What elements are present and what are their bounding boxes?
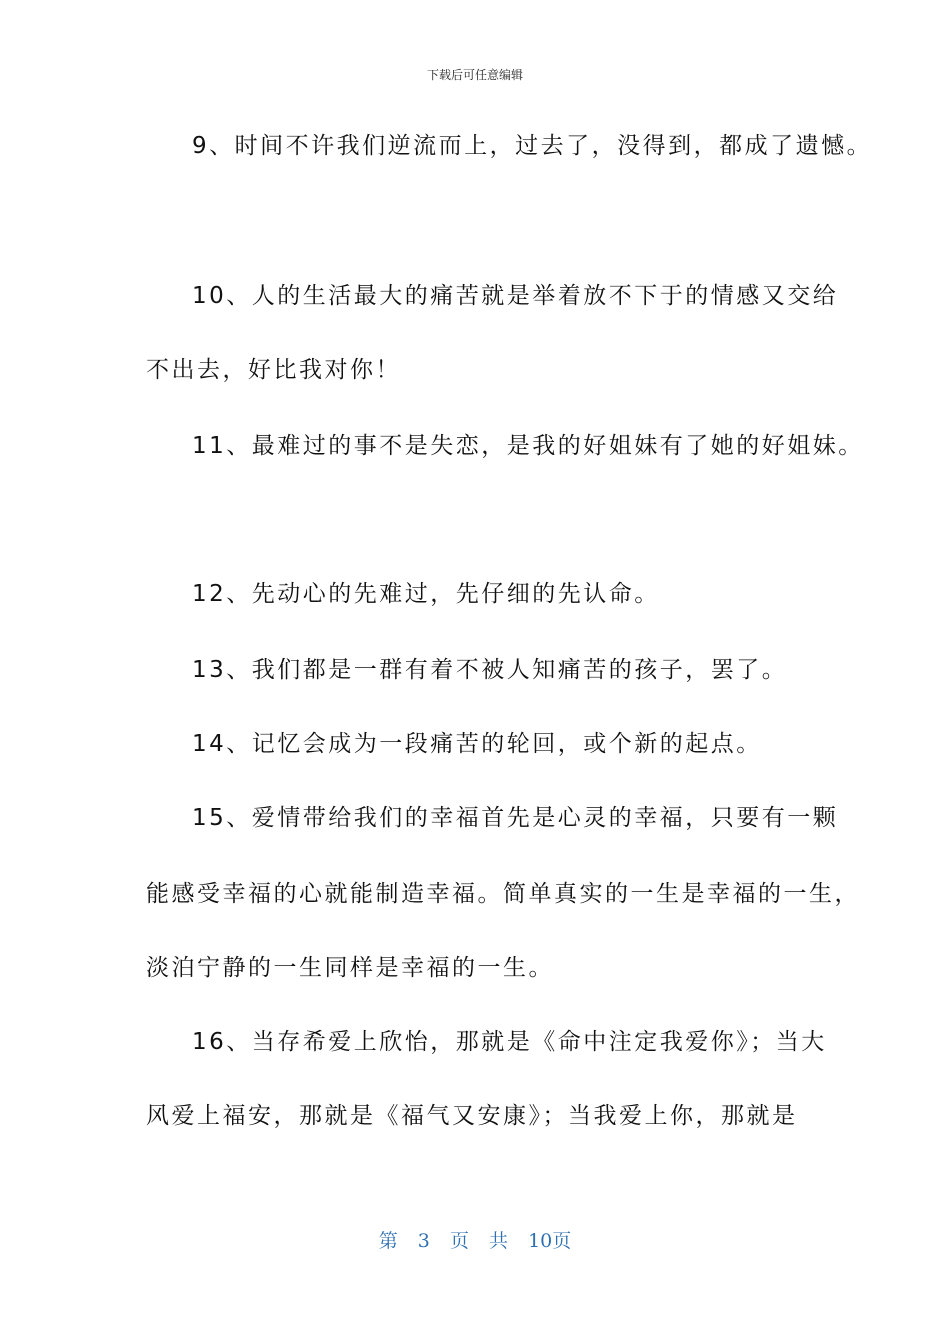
paragraph-line: 15、爱情带给我们的幸福首先是心灵的幸福，只要有一颗 xyxy=(192,805,839,831)
page-footer xyxy=(0,1226,950,1253)
paragraph-line: 14、记忆会成为一段痛苦的轮回，或个新的起点。 xyxy=(192,731,762,757)
paragraph-line: 能感受幸福的心就能制造幸福。简单真实的一生是幸福的一生， xyxy=(146,881,860,907)
footer-total-pages: 10页 xyxy=(528,1230,572,1252)
paragraph-line: 风爱上福安，那就是《福气又安康》；当我爱上你，那就是 xyxy=(146,1103,798,1129)
footer-page-word: 页 xyxy=(449,1230,469,1252)
paragraph-line: 11、最难过的事不是失恋，是我的好姐妹有了她的好姐妹。 xyxy=(192,433,864,459)
footer-current-page: 3 xyxy=(417,1230,430,1252)
page-header: 下载后可任意编辑 xyxy=(426,68,523,82)
paragraph-line: 16、当存希爱上欣怡，那就是《命中注定我爱你》；当大 xyxy=(192,1029,827,1055)
paragraph-line: 12、先动心的先难过，先仔细的先认命。 xyxy=(192,581,660,607)
paragraph-line: 淡泊宁静的一生同样是幸福的一生。 xyxy=(146,955,554,981)
paragraph-line: 10、人的生活最大的痛苦就是举着放不下于的情感又交给 xyxy=(192,283,839,309)
paragraph-line: 不出去，好比我对你！ xyxy=(146,357,401,383)
paragraph-line: 9、时间不许我们逆流而上，过去了，没得到，都成了遗憾。 xyxy=(192,133,873,159)
paragraph-line: 13、我们都是一群有着不被人知痛苦的孩子，罢了。 xyxy=(192,657,788,683)
footer-prefix: 第 xyxy=(378,1230,398,1252)
footer-total-word: 共 xyxy=(489,1230,509,1252)
